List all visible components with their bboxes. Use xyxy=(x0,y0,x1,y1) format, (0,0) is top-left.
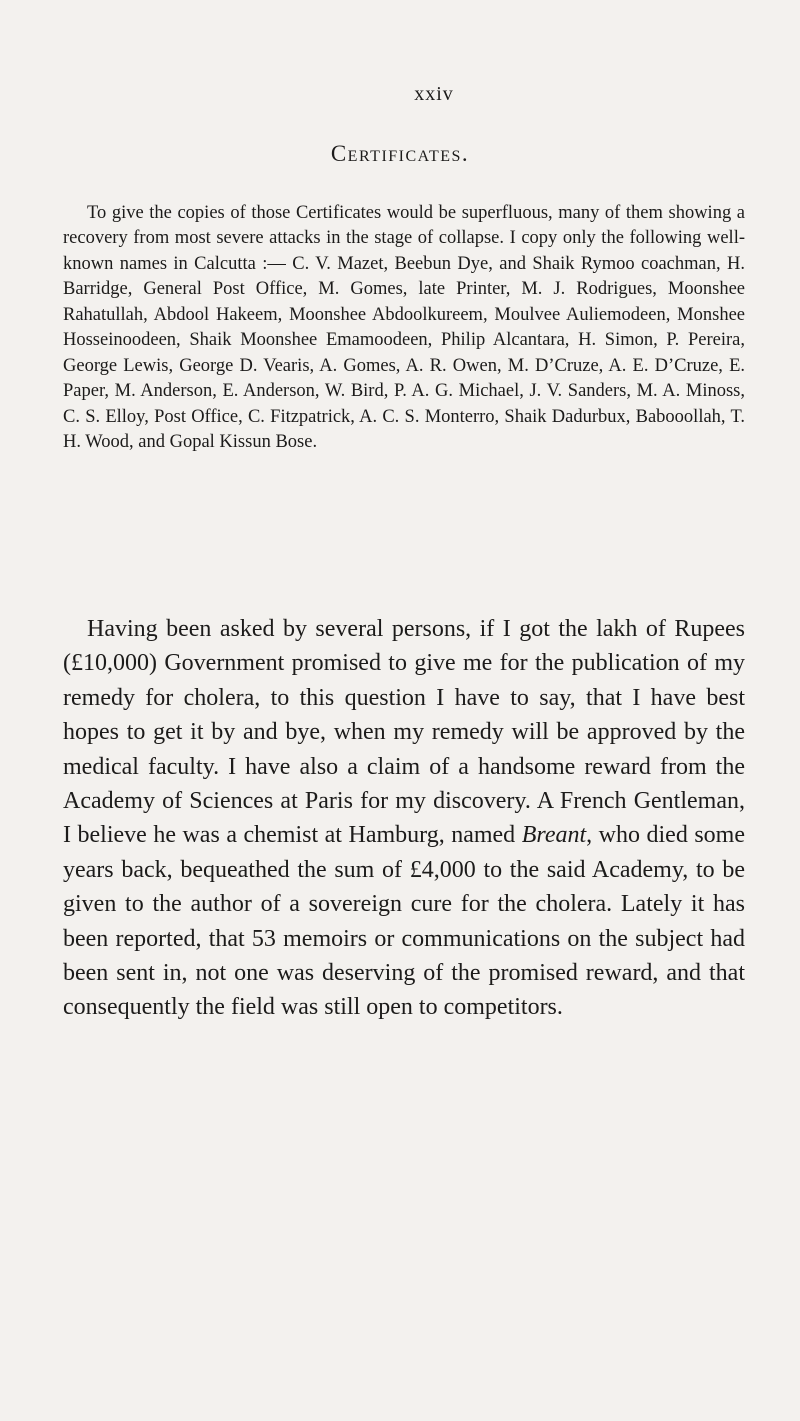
certificates-paragraph: To give the copies of those Certificates would be superfluous, many of them showing a recovery from most severe attacks in the stage of collapse. I copy only the following well-known names in Calcutta :— C. V. Mazet, Beebun Dye, and Shaik Rymoo coachman, H. Barridge, General Post Office, M. Gomes, late Printer, M. J. Rodrigues, Moonshee Rahatullah, Abdool Hakeem, Moonshee Abdoolkureem, Moulvee Auliemodeen, Monshee Hosseinoodeen, Shaik Moonshee Emamoodeen, Philip Alcantara, H. Simon, P. Pereira, George Lewis, George D. Vearis, A. Gomes, A. R. Owen, M. D’Cruze, A. E. D’Cruze, E. Paper, M. Anderson, E. Anderson, W. Bird, P. A. G. Michael, J. V. Sanders, M. A. Minoss, C. S. Elloy, Post Office, C. Fitzpatrick, A. C. S. Monterro, Shaik Dadurbux, Babooollah, T. H. Wood, and Gopal Kissun Bose. xyxy=(63,202,745,452)
reward-paragraph-text-1: Having been asked by several persons, if I got the lakh of Rupees (£10,000) Government promised to give me for the publication of my remedy for cholera, to this question I have to say, that I have best hopes to get it by and bye, when my remedy will be approved by the medical faculty. I have also a claim of a handsome reward from the Academy of Sciences at Paris for my discovery. A French Gentleman, I believe he was a chemist at Hamburg, named xyxy=(63,616,745,849)
section-heading: Certificates. xyxy=(330,141,470,166)
reward-paragraph xyxy=(63,612,745,1025)
italic-name-breant: Breant xyxy=(521,822,587,849)
reward-paragraph-text-2: , who died some years back, bequeathed the sum of £4,000 to the said Academy, to be given to the author of a sovereign cure for the cholera. Lately it has been reported, that 53 memoirs or communications on the subject had been sent in, not one was deserving of the promised reward, and that consequently the field was still open to competitors. xyxy=(63,822,745,1021)
page-number: xxiv xyxy=(414,83,454,105)
